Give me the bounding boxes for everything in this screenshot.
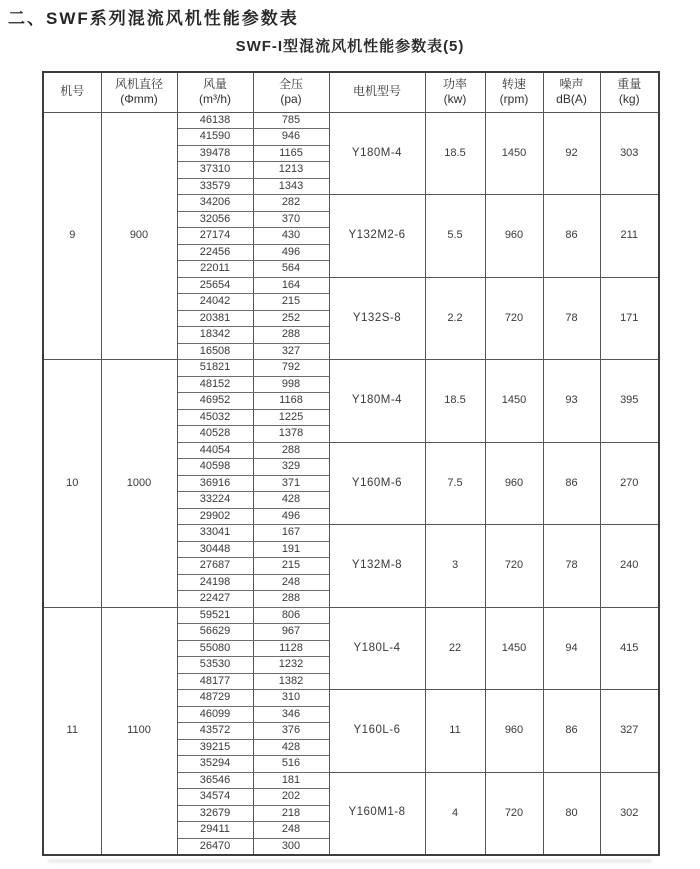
header-label: 全压 (278, 76, 303, 91)
header-row (43, 72, 659, 112)
pressure-cell: 248 (253, 574, 329, 591)
header-unit: dB(A) (556, 92, 587, 107)
pressure-cell: 428 (253, 492, 329, 509)
header-label: 重量 (617, 76, 642, 91)
airflow-cell: 46952 (177, 393, 253, 410)
airflow-cell: 20381 (177, 310, 253, 327)
noise-cell: 92 (543, 112, 600, 195)
airflow-cell: 32056 (177, 211, 253, 228)
airflow-cell: 33041 (177, 525, 253, 542)
pressure-cell: 164 (253, 277, 329, 294)
noise-cell: 86 (543, 195, 600, 278)
noise-cell: 86 (543, 442, 600, 525)
airflow-cell: 22427 (177, 591, 253, 608)
pressure-cell: 370 (253, 211, 329, 228)
weight-cell: 303 (600, 112, 659, 195)
pressure-cell: 967 (253, 624, 329, 641)
power-cell: 3 (425, 525, 485, 608)
airflow-cell: 43572 (177, 723, 253, 740)
airflow-cell: 53530 (177, 657, 253, 674)
pressure-cell: 282 (253, 195, 329, 212)
machine-no-cell: 9 (43, 112, 101, 360)
noise-cell: 94 (543, 607, 600, 690)
airflow-cell: 35294 (177, 756, 253, 773)
header-motor-model (329, 72, 425, 112)
fan-table-body (43, 112, 659, 855)
motor-model-cell: Y132M2-6 (329, 195, 425, 278)
noise-cell: 93 (543, 360, 600, 443)
motor-model-cell: Y180L-4 (329, 607, 425, 690)
pressure-cell: 310 (253, 690, 329, 707)
header-airflow (177, 72, 253, 112)
diameter-cell: 900 (101, 112, 177, 360)
header-total-pressure (253, 72, 329, 112)
pressure-cell: 428 (253, 739, 329, 756)
airflow-cell: 59521 (177, 607, 253, 624)
pressure-cell: 1168 (253, 393, 329, 410)
speed-cell: 1450 (485, 607, 543, 690)
pressure-cell: 288 (253, 591, 329, 608)
diameter-cell: 1000 (101, 360, 177, 608)
airflow-cell: 56629 (177, 624, 253, 641)
pressure-cell: 215 (253, 558, 329, 575)
pressure-cell: 288 (253, 442, 329, 459)
airflow-cell: 46138 (177, 112, 253, 129)
pressure-cell: 329 (253, 459, 329, 476)
header-machine-no (43, 72, 101, 112)
diameter-cell: 1100 (101, 607, 177, 855)
header-label: 功率 (442, 76, 467, 91)
header-weight (600, 72, 659, 112)
airflow-cell: 33579 (177, 178, 253, 195)
airflow-cell: 30448 (177, 541, 253, 558)
airflow-cell: 37310 (177, 162, 253, 179)
power-cell: 18.5 (425, 360, 485, 443)
airflow-cell: 45032 (177, 409, 253, 426)
pressure-cell: 300 (253, 838, 329, 855)
header-label: 风机直径 (114, 76, 163, 91)
airflow-cell: 22456 (177, 244, 253, 261)
header-unit: (Φmm) (120, 92, 158, 107)
speed-cell: 1450 (485, 112, 543, 195)
airflow-cell: 39215 (177, 739, 253, 756)
airflow-cell: 29902 (177, 508, 253, 525)
power-cell: 2.2 (425, 277, 485, 360)
airflow-cell: 22011 (177, 261, 253, 278)
noise-cell: 78 (543, 525, 600, 608)
weight-cell: 395 (600, 360, 659, 443)
pressure-cell: 516 (253, 756, 329, 773)
page-title: 二、SWF系列混流风机性能参数表 (8, 9, 299, 28)
header-label: 风量 (202, 76, 227, 91)
pressure-cell: 218 (253, 805, 329, 822)
airflow-cell: 26470 (177, 838, 253, 855)
header-label: 机号 (60, 84, 85, 99)
machine-no-cell: 11 (43, 607, 101, 855)
airflow-cell: 51821 (177, 360, 253, 377)
weight-cell: 270 (600, 442, 659, 525)
header-power (425, 72, 485, 112)
pressure-cell: 327 (253, 343, 329, 360)
motor-model-cell: Y180M-4 (329, 360, 425, 443)
scan-artifact (48, 859, 652, 863)
motor-model-cell: Y180M-4 (329, 112, 425, 195)
airflow-cell: 48152 (177, 376, 253, 393)
airflow-cell: 34574 (177, 789, 253, 806)
pressure-cell: 998 (253, 376, 329, 393)
table-header (43, 72, 659, 112)
power-cell: 11 (425, 690, 485, 773)
noise-cell: 78 (543, 277, 600, 360)
pressure-cell: 376 (253, 723, 329, 740)
fan-performance-table (42, 71, 660, 856)
airflow-cell: 34206 (177, 195, 253, 212)
pressure-cell: 288 (253, 327, 329, 344)
airflow-cell: 24042 (177, 294, 253, 311)
header-fan-diameter (101, 72, 177, 112)
header-unit: (kg) (618, 92, 640, 107)
header-label: 转速 (501, 76, 526, 91)
header-noise (543, 72, 600, 112)
weight-cell: 302 (600, 772, 659, 855)
pressure-cell: 1225 (253, 409, 329, 426)
pressure-cell: 785 (253, 112, 329, 129)
speed-cell: 1450 (485, 360, 543, 443)
pressure-cell: 806 (253, 607, 329, 624)
airflow-cell: 41590 (177, 129, 253, 146)
header-unit: (pa) (280, 92, 302, 107)
pressure-cell: 371 (253, 475, 329, 492)
pressure-cell: 1343 (253, 178, 329, 195)
pressure-cell: 792 (253, 360, 329, 377)
speed-cell: 720 (485, 772, 543, 855)
speed-cell: 720 (485, 277, 543, 360)
power-cell: 7.5 (425, 442, 485, 525)
power-cell: 5.5 (425, 195, 485, 278)
header-unit: (m³/h) (199, 92, 231, 107)
airflow-cell: 27174 (177, 228, 253, 245)
airflow-cell: 24198 (177, 574, 253, 591)
airflow-cell: 46099 (177, 706, 253, 723)
airflow-cell: 48177 (177, 673, 253, 690)
motor-model-cell: Y132S-8 (329, 277, 425, 360)
table-row (43, 607, 659, 624)
airflow-cell: 40528 (177, 426, 253, 443)
airflow-cell: 36546 (177, 772, 253, 789)
power-cell: 22 (425, 607, 485, 690)
pressure-cell: 202 (253, 789, 329, 806)
pressure-cell: 430 (253, 228, 329, 245)
table-row (43, 360, 659, 377)
airflow-cell: 29411 (177, 822, 253, 839)
pressure-cell: 496 (253, 244, 329, 261)
weight-cell: 415 (600, 607, 659, 690)
pressure-cell: 946 (253, 129, 329, 146)
power-cell: 4 (425, 772, 485, 855)
airflow-cell: 39478 (177, 145, 253, 162)
header-unit: (rpm) (499, 92, 529, 107)
pressure-cell: 564 (253, 261, 329, 278)
pressure-cell: 1213 (253, 162, 329, 179)
pressure-cell: 191 (253, 541, 329, 558)
airflow-cell: 27687 (177, 558, 253, 575)
table-title: SWF-I型混流风机性能参数表(5) (235, 38, 465, 55)
machine-no-cell: 10 (43, 360, 101, 608)
pressure-cell: 1128 (253, 640, 329, 657)
airflow-cell: 36916 (177, 475, 253, 492)
speed-cell: 720 (485, 525, 543, 608)
airflow-cell: 18342 (177, 327, 253, 344)
header-label: 噪声 (559, 76, 584, 91)
airflow-cell: 55080 (177, 640, 253, 657)
table-row (43, 112, 659, 129)
pressure-cell: 248 (253, 822, 329, 839)
airflow-cell: 48729 (177, 690, 253, 707)
pressure-cell: 1378 (253, 426, 329, 443)
speed-cell: 960 (485, 195, 543, 278)
speed-cell: 960 (485, 442, 543, 525)
power-cell: 18.5 (425, 112, 485, 195)
noise-cell: 86 (543, 690, 600, 773)
speed-cell: 960 (485, 690, 543, 773)
pressure-cell: 167 (253, 525, 329, 542)
weight-cell: 211 (600, 195, 659, 278)
weight-cell: 327 (600, 690, 659, 773)
pressure-cell: 1382 (253, 673, 329, 690)
noise-cell: 80 (543, 772, 600, 855)
motor-model-cell: Y160M-6 (329, 442, 425, 525)
weight-cell: 171 (600, 277, 659, 360)
motor-model-cell: Y132M-8 (329, 525, 425, 608)
pressure-cell: 215 (253, 294, 329, 311)
header-speed (485, 72, 543, 112)
airflow-cell: 32679 (177, 805, 253, 822)
pressure-cell: 1232 (253, 657, 329, 674)
airflow-cell: 16508 (177, 343, 253, 360)
airflow-cell: 44054 (177, 442, 253, 459)
pressure-cell: 181 (253, 772, 329, 789)
pressure-cell: 346 (253, 706, 329, 723)
header-unit: (kw) (443, 92, 467, 107)
motor-model-cell: Y160L-6 (329, 690, 425, 773)
airflow-cell: 33224 (177, 492, 253, 509)
motor-model-cell: Y160M1-8 (329, 772, 425, 855)
airflow-cell: 40598 (177, 459, 253, 476)
weight-cell: 240 (600, 525, 659, 608)
pressure-cell: 496 (253, 508, 329, 525)
header-label: 电机型号 (352, 84, 401, 99)
pressure-cell: 1165 (253, 145, 329, 162)
airflow-cell: 25654 (177, 277, 253, 294)
pressure-cell: 252 (253, 310, 329, 327)
